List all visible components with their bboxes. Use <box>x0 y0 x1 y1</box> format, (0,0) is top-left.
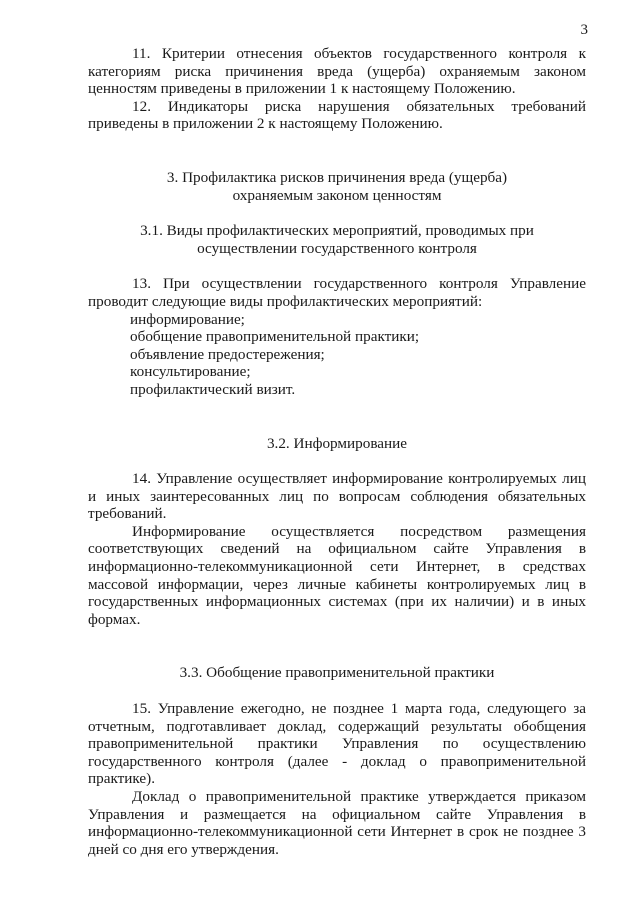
spacer <box>88 257 586 275</box>
spacer <box>88 204 586 222</box>
subsection-3-2-title: 3.2. Информирование <box>266 434 408 452</box>
subsection-3-1-title-line-2: осуществлении государственного контроля <box>197 239 477 257</box>
paragraph-13: 13. При осуществлении государственного контроля Управление проводит следующие виды профилактических мероприятий: <box>88 275 586 310</box>
spacer <box>88 452 586 470</box>
section-3-title-line-2: охраняемым законом ценностям <box>232 186 442 204</box>
list-item: обобщение правоприменительной практики; <box>130 328 420 346</box>
list-item: информирование; <box>130 310 245 328</box>
spacer <box>88 628 586 664</box>
list-item: профилактический визит. <box>130 380 296 398</box>
section-3-title-line-1: 3. Профилактика рисков причинения вреда (ущерба) <box>166 168 508 186</box>
subsection-3-3-title: 3.3. Обобщение правоприменительной практики <box>179 664 495 682</box>
spacer <box>88 399 586 435</box>
paragraph-14: 14. Управление осуществляет информирование контролируемых лиц и иных заинтересованных лиц по вопросам соблюдения обязательных требований. <box>88 470 586 523</box>
spacer <box>88 682 586 700</box>
paragraph-14-continued: Информирование осуществляется посредством размещения соответствующих сведений на официальном сайте Управления в информационно-телекоммуникационной сети Интернет, в средствах массовой информации, через личные кабинеты контролируемых лиц в государственных информационных системах (при их наличии) и в иных формах. <box>88 522 586 628</box>
preventive-measures-list <box>88 311 586 399</box>
paragraph-15: 15. Управление ежегодно, не позднее 1 марта года, следующего за отчетным, подготавливает доклад, содержащий результаты обобщения правоприменительной практики Управления по осуществлению государственного контроля (далее - доклад о правоприменительной практике). <box>88 700 586 788</box>
page-number: 3 <box>580 22 588 38</box>
paragraph-11: 11. Критерии отнесения объектов государственного контроля к категориям риска причинения вреда (ущерба) охраняемым законом ценностям приведены в приложении 1 к настоящему Положению. <box>88 45 586 98</box>
subsection-3-1-title-line-1: 3.1. Виды профилактических мероприятий, проводимых при <box>140 222 534 240</box>
spacer <box>88 133 586 169</box>
document-body <box>88 45 586 858</box>
paragraph-15-continued: Доклад о правоприменительной практике утверждается приказом Управления и размещается на официальном сайте Управления в информационно-телекоммуникационной сети Интернет в срок не позднее 3 дней со дня его утверждения. <box>88 788 586 858</box>
list-item: консультирование; <box>130 363 251 381</box>
paragraph-12: 12. Индикаторы риска нарушения обязательных требований приведены в приложении 2 к настоящему Положению. <box>88 97 586 133</box>
list-item: объявление предостережения; <box>130 345 325 363</box>
